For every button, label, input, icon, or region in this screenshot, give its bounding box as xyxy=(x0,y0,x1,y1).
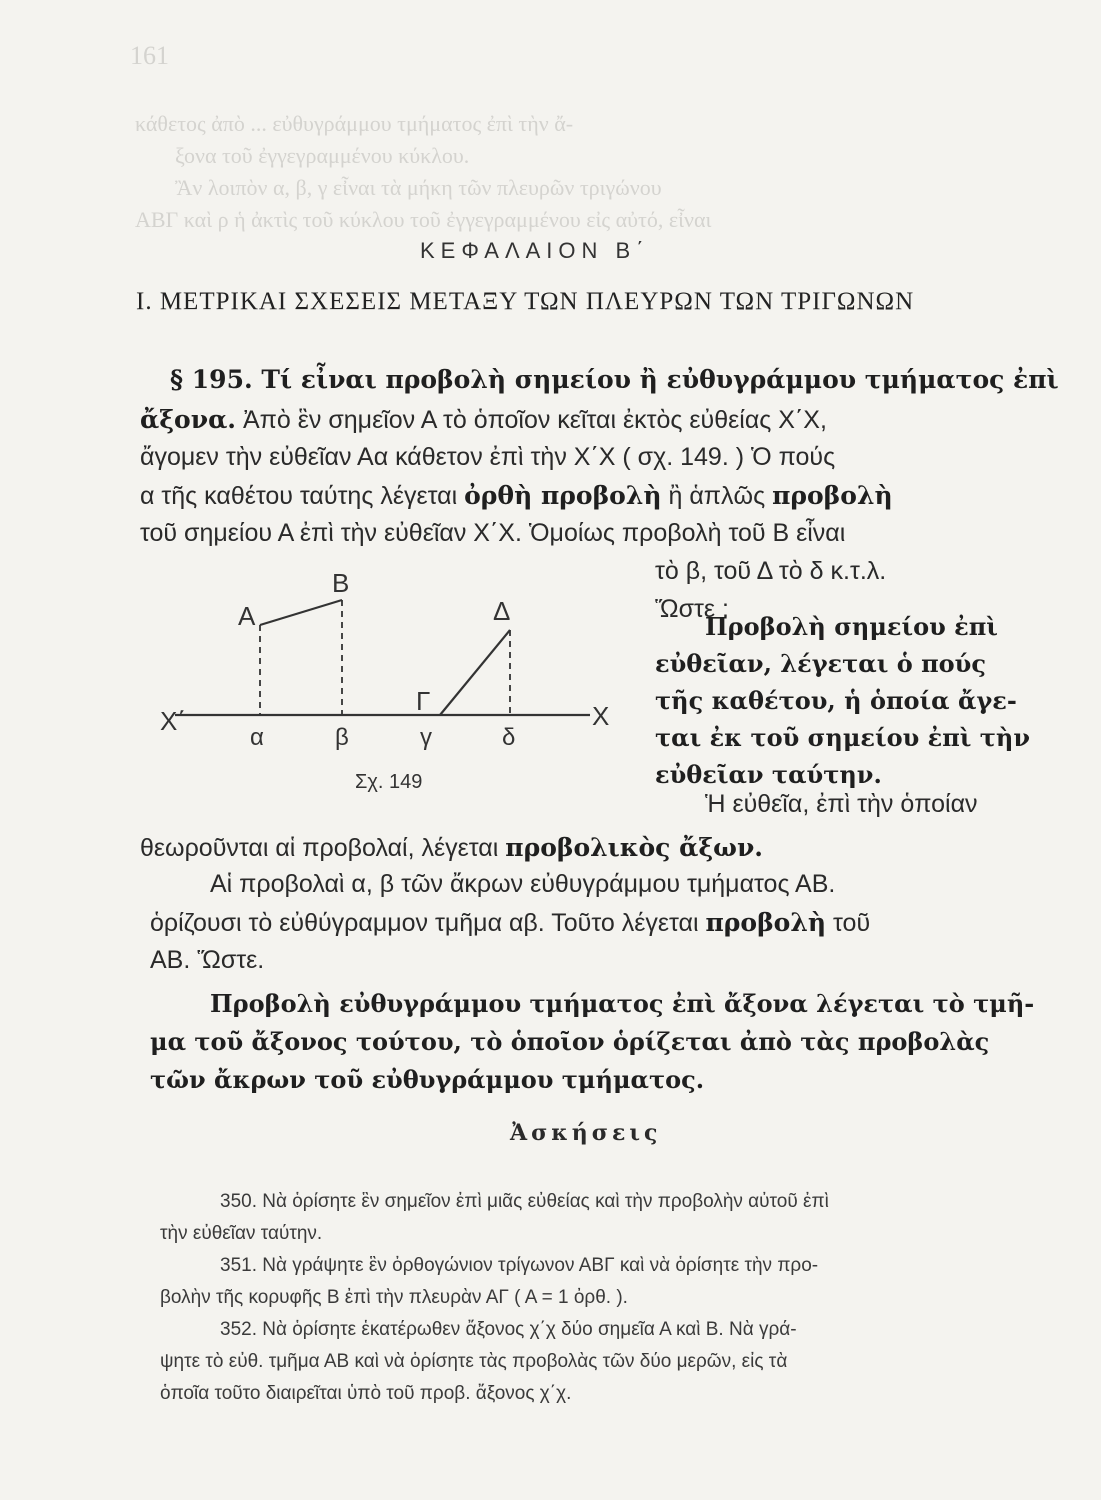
definition-line: ται ἐκ τοῦ σημείου ἐπὶ τὴν xyxy=(655,723,1030,752)
exercise-352: 352. Νὰ ὁρίσητε ἑκατέρωθεν ἄξονος χ΄χ δύο σημεῖα Α καὶ Β. Νὰ γρά- xyxy=(220,1319,797,1340)
exercise-350: 350. Νὰ ὁρίσητε ἓν σημεῖον ἐπὶ μιᾶς εὐθείας καὶ τὴν προβολὴν αὐτοῦ ἐπὶ xyxy=(220,1191,829,1212)
exercise-351-cont: βολὴν τῆς κορυφῆς Β ἐπὶ τὴν πλευρὰν ΑΓ ( Α = 1 ὀρθ. ). xyxy=(160,1287,628,1308)
paragraph-line: τὸ β, τοῦ Δ τὸ δ κ.τ.λ. xyxy=(655,557,887,585)
definition-line: Προβολὴ εὐθυγράμμου τμήματος ἐπὶ ἄξονα λέγεται τὸ τμῆ- xyxy=(210,989,1035,1018)
paragraph-line: Ἡ εὐθεῖα, ἐπὶ τὴν ὁποίαν xyxy=(705,790,978,818)
term-projection: προβολὴ xyxy=(772,481,893,510)
definition-line: Προβολὴ σημείου ἐπὶ xyxy=(705,612,998,641)
bleed-through-line: ξονα τοῦ ἐγγεγραμμένου κύκλου. xyxy=(175,143,470,168)
paragraph-text: τοῦ xyxy=(826,909,871,937)
term-orthogonal-projection: ὀρθὴ προβολὴ xyxy=(464,481,662,510)
term-projection: προβολὴ xyxy=(705,908,827,937)
label-alpha: α xyxy=(250,724,264,751)
bleed-through-line: κάθετος ἀπὸ ... εὐθυγράμμου τμήματος ἐπὶ τὴν ἄ- xyxy=(135,111,574,136)
paragraph-text: ὁρίζουσι τὸ εὐθύγραμμον τμῆμα αβ. Τοῦτο λέγεται xyxy=(150,909,706,937)
definition-line: μα τοῦ ἄξονος τούτου, τὸ ὁποῖον ὁρίζεται ἀπὸ τὰς προβολὰς xyxy=(150,1027,990,1056)
label-x-prime: Χ΄ xyxy=(160,706,186,736)
segment-gd xyxy=(440,630,510,715)
definition-line: εὐθεῖαν, λέγεται ὁ πούς xyxy=(655,649,986,678)
paragraph-line xyxy=(140,833,763,863)
exercise-351: 351. Νὰ γράψητε ἓν ὀρθογώνιον τρίγωνον ΑΒΓ καὶ νὰ ὁρίσητε τὴν προ- xyxy=(220,1255,819,1276)
paragraph-line xyxy=(150,908,870,938)
section-title: Ι. ΜΕΤΡΙΚΑΙ ΣΧΕΣΕΙΣ ΜΕΤΑΞΥ ΤΩΝ ΠΛΕΥΡΩΝ ΤΩΝ ΤΡΙΓΩΝΩΝ xyxy=(136,288,915,315)
segment-ab xyxy=(260,600,342,625)
paragraph-line: τοῦ σημείου Α ἐπὶ τὴν εὐθεῖαν Χ΄Χ. Ὁμοίως προβολὴ τοῦ Β εἶναι xyxy=(140,519,846,547)
chapter-heading: ΚΕΦΑΛΑΙΟΝ Β΄ xyxy=(420,238,650,263)
paragraph-line xyxy=(140,481,893,511)
definition-line: τῆς καθέτου, ἡ ὁποία ἄγε- xyxy=(655,686,1017,715)
exercise-352-cont: ψητε τὸ εὐθ. τμῆμα ΑΒ καὶ νὰ ὁρίσητε τὰς προβολὰς τῶν δύο μερῶν, εἰς τὰ xyxy=(160,1351,788,1372)
figure-caption: Σχ. 149 xyxy=(355,771,423,793)
bleed-through-line: ΑΒΓ καὶ ρ ἡ ἀκτὶς τοῦ κύκλου τοῦ ἐγγεγραμμένου εἰς αὐτό, εἶναι xyxy=(135,207,712,232)
exercise-350-cont: τὴν εὐθεῖαν ταύτην. xyxy=(160,1223,323,1244)
exercise-352-cont: ὁποῖα τοῦτο διαιρεῖται ὑπὸ τοῦ προβ. ἄξονος χ΄χ. xyxy=(160,1383,572,1404)
label-gamma: γ xyxy=(420,724,432,751)
paragraph-line: Ὥστε : xyxy=(655,595,729,623)
paragraph-heading: § 195. Τί εἶναι προβολὴ σημείου ἢ εὐθυγράμμου τμήματος ἐπὶ xyxy=(170,365,1059,394)
label-beta: β xyxy=(335,724,349,751)
paragraph-line: Αἱ προβολαὶ α, β τῶν ἄκρων εὐθυγράμμου τμήματος ΑΒ. xyxy=(210,870,836,898)
label-B: Β xyxy=(332,570,350,598)
paragraph-text: θεωροῦνται αἱ προβολαί, λέγεται xyxy=(140,834,506,862)
figure-149 xyxy=(150,570,650,800)
paragraph-line: ἄγομεν τὴν εὐθεῖαν Αα κάθετον ἐπὶ τὴν Χ΄Χ ( σχ. 149. ) Ὁ πούς xyxy=(140,443,836,471)
paragraph-text: ἢ ἁπλῶς xyxy=(661,482,773,510)
label-x: Χ xyxy=(592,701,610,731)
paragraph-heading-end: ἄξονα. xyxy=(140,405,237,434)
label-delta: δ xyxy=(502,724,516,751)
paragraph-line: ΑΒ. Ὥστε. xyxy=(150,946,265,974)
label-D: Δ xyxy=(493,596,511,626)
paragraph-text: α τῆς καθέτου ταύτης λέγεται xyxy=(140,482,465,510)
paragraph-line xyxy=(140,405,827,435)
paragraph-text: Ἀπὸ ἓν σημεῖον Α τὸ ὁποῖον κεῖται ἐκτὸς εὐθείας Χ΄Χ, xyxy=(236,406,827,434)
exercises-heading: Ἀσκήσεις xyxy=(510,1120,662,1146)
bleed-through-page-number: 161 xyxy=(130,41,169,70)
definition-segment-projection xyxy=(150,985,1034,1099)
label-A: Α xyxy=(238,601,256,631)
bleed-through-line: Ἂν λοιπὸν α, β, γ εἶναι τὰ μήκη τῶν πλευρῶν τριγώνου xyxy=(175,175,662,200)
term-projection-axis: προβολικὸς ἄξων. xyxy=(505,833,764,862)
label-G: Γ xyxy=(416,686,431,716)
definition-line: εὐθεῖαν ταύτην. xyxy=(655,760,882,789)
definition-line: τῶν ἄκρων τοῦ εὐθυγράμμου τμήματος. xyxy=(150,1065,705,1094)
